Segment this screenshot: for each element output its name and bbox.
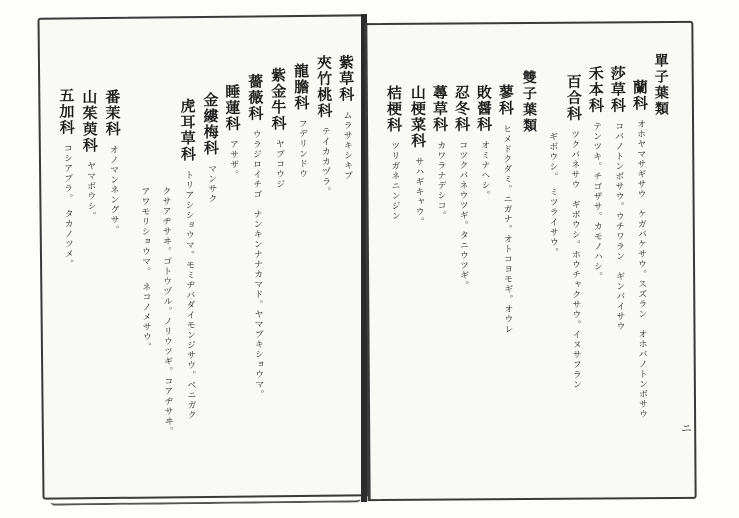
family-name: 夾竹桃科 — [314, 54, 334, 119]
family-name: 蘭科 — [630, 79, 649, 112]
left-column-10 — [136, 179, 154, 353]
right-column-8 — [454, 84, 471, 290]
left-column-5 — [247, 73, 266, 399]
family-name: 龍膽科 — [291, 62, 311, 112]
family-name: 敗醤科 — [474, 84, 494, 133]
right-column-5 — [544, 124, 561, 258]
right-column-11 — [386, 85, 403, 221]
right-column-7 — [476, 84, 493, 200]
heading-monocots: 單子葉類 — [652, 53, 669, 118]
species-list: フデリンドウ — [296, 118, 308, 180]
species-list: サハギキャウ。 — [413, 156, 424, 227]
right-column-9 — [432, 85, 449, 221]
species-list: コシアブラ。 タカノツメ。 — [61, 143, 74, 269]
family-name: 虎耳草科 — [178, 98, 198, 163]
species-list: アワモリショウマ。 ネコノメサウ。 — [139, 186, 151, 353]
species-list: コツクバネウツギ。タニウツギ。 — [457, 140, 469, 291]
species-list: ヤマボウシ。 — [84, 161, 96, 222]
left-column-6 — [224, 84, 241, 180]
species-list: マンサク — [206, 163, 217, 204]
species-list: ツクバネサウ ギボウシ。ホウチャクサウ。イヌサフラン — [569, 129, 581, 390]
species-list: アサザ。 — [227, 139, 239, 180]
species-list: クサアヂサヰ。ゴトウヅル。ノリウツギ。コアヂサヰ。 — [160, 186, 173, 437]
right-page — [364, 21, 696, 501]
family-name: 金縷梅科 — [201, 91, 220, 157]
species-list: オミナヘシ。 — [479, 140, 490, 201]
family-name: 紫草科 — [336, 54, 356, 103]
species-list: テンツキ。チゴザサ。カモノハシ。 — [591, 121, 603, 282]
family-name: 山梗菜科 — [408, 84, 428, 149]
left-column-9 — [157, 178, 176, 436]
right-column-2 — [610, 65, 628, 331]
left-column-13 — [58, 87, 76, 269]
species-list: ウラジロイチゴ ナンキンナナカマド。ヤマブキショウマ。 — [250, 129, 264, 400]
right-column-10 — [410, 85, 427, 227]
family-name: 薔薇科 — [246, 73, 265, 122]
family-name: 蕁草科 — [430, 84, 450, 133]
family-name: 番茉科 — [103, 88, 122, 138]
right-column-6 — [498, 84, 516, 334]
species-list: カワラナデシコ。 — [435, 140, 446, 221]
left-column-8 — [179, 98, 198, 420]
left-page — [37, 14, 369, 499]
right-column-3 — [588, 65, 606, 281]
species-list: トリアシショウマ。モミヂバダイモンジサウ。ベニガク — [183, 170, 196, 421]
family-name: 桔梗科 — [384, 84, 404, 134]
left-column-12 — [81, 89, 98, 221]
heading-dicots: 雙子葉類 — [520, 69, 538, 135]
right-column-1 — [632, 79, 650, 419]
family-name: 百合科 — [564, 73, 584, 122]
species-list: ヒメドクダミ。ニガナ。オトコヨモギ。オウレ — [501, 124, 513, 335]
left-column-7 — [202, 92, 219, 204]
family-name: 紫金牛科 — [269, 67, 288, 132]
species-list: コバノトンボサウ。ウチワラン ギンバイサウ — [613, 121, 625, 332]
margin-mark: ニ — [681, 422, 692, 435]
family-name: 五加科 — [57, 87, 76, 136]
left-column-11 — [104, 89, 122, 235]
species-list: テイカカヅラ。 — [319, 126, 331, 197]
species-list: オホヤマサギサウ ケガバケサウ。スズラン オホバノトンボサウ — [635, 119, 648, 420]
left-column-4 — [270, 67, 287, 189]
species-list: ムラサキシキブ — [341, 110, 353, 181]
family-name: 禾本科 — [586, 65, 605, 114]
left-column-3 — [293, 63, 310, 179]
family-name: 忍冬科 — [452, 84, 472, 133]
family-name: 睡蓮科 — [223, 83, 242, 132]
species-list: ツリガネニンジン — [389, 140, 400, 221]
family-name: 蓼科 — [496, 84, 515, 117]
right-column-4 — [566, 74, 584, 390]
species-list: ギボウシ。 ミツライサウ。 — [547, 131, 558, 258]
species-list: オノマンネングサ。 — [107, 144, 119, 235]
family-name: 莎草科 — [608, 65, 627, 114]
left-column-1 — [338, 54, 355, 180]
left-column-2 — [316, 55, 333, 197]
species-list: ヤブコウジ — [273, 139, 285, 190]
family-name: 山茱萸科 — [80, 89, 99, 154]
